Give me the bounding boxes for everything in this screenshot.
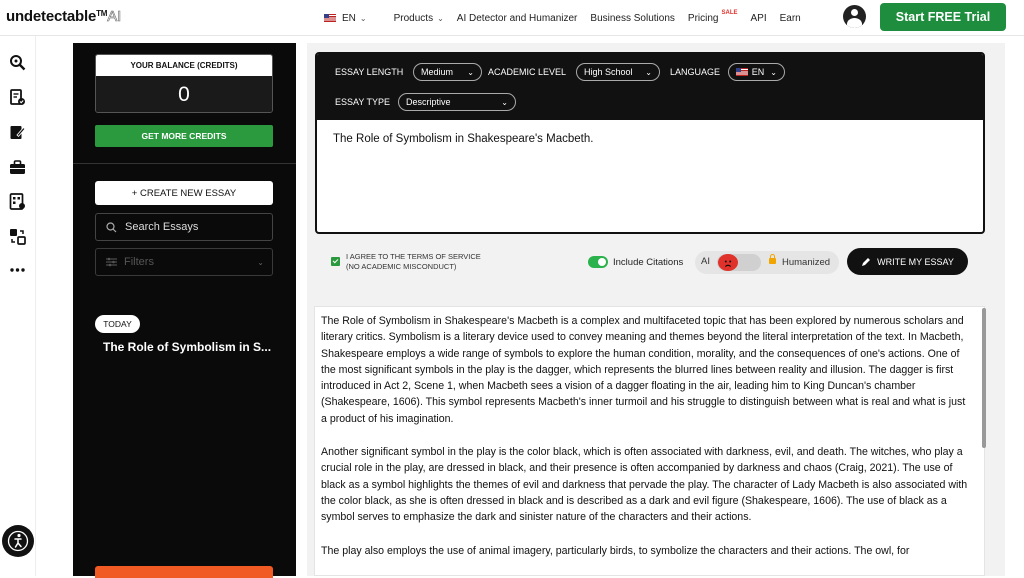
essay-list-item[interactable]: The Role of Symbolism in S... (103, 340, 272, 354)
nav-detector-label: AI Detector and Humanizer (456, 12, 578, 24)
output-scrollbar[interactable] (982, 308, 986, 448)
write-my-essay-label: WRITE MY ESSAY (877, 256, 954, 267)
language-select[interactable] (728, 63, 785, 81)
essay-topic-input[interactable]: The Role of Symbolism in Shakespeare's Macbeth. (333, 133, 594, 145)
essay-length-value: Medium (421, 67, 454, 77)
write-my-essay-button[interactable] (847, 248, 968, 275)
academic-level-select[interactable] (576, 63, 660, 81)
chevron-down-icon: ⌄ (645, 67, 652, 77)
filters-dropdown[interactable] (95, 248, 273, 276)
nav-products[interactable] (394, 13, 444, 24)
convert-icon[interactable] (8, 227, 26, 245)
lock-icon (769, 258, 776, 264)
balance-value: 0 (96, 76, 272, 113)
essay-length-select[interactable] (413, 63, 482, 81)
chevron-down-icon: ⌄ (467, 67, 474, 77)
terms-line-2: (NO ACADEMIC MISCONDUCT) (346, 262, 457, 271)
logo-text: undetectable (6, 8, 97, 25)
nav-business[interactable] (590, 13, 675, 24)
grid-document-icon[interactable] (8, 192, 26, 210)
document-check-icon[interactable] (8, 88, 26, 106)
language-label: EN (342, 12, 356, 24)
sidebar-divider (73, 163, 296, 164)
nav-business-label: Business Solutions (590, 12, 675, 24)
nav-earn-label: Earn (779, 12, 801, 24)
icon-rail (0, 36, 36, 576)
logo[interactable] (6, 8, 121, 25)
academic-level-label: ACADEMIC LEVEL (488, 67, 567, 77)
user-avatar-icon[interactable] (843, 5, 866, 28)
chevron-down-icon: ⌄ (770, 67, 777, 77)
essay-editor (315, 52, 985, 234)
date-group-badge: TODAY (95, 315, 140, 333)
essay-sidebar (73, 43, 296, 576)
mode-humanized-label: Humanized (782, 257, 831, 268)
terms-agreement-text (346, 252, 481, 272)
create-new-essay-button[interactable]: + CREATE NEW ESSAY (95, 181, 273, 205)
chevron-down-icon: ⌄ (437, 13, 444, 23)
pencil-icon (861, 257, 871, 267)
nav-api-label: API (750, 12, 767, 24)
ai-humanized-mode-switch[interactable] (695, 251, 839, 274)
essay-type-label: ESSAY TYPE (335, 97, 391, 107)
essay-controls (315, 240, 985, 284)
get-more-credits-button[interactable]: GET MORE CREDITS (95, 125, 273, 147)
essay-length-label: ESSAY LENGTH (335, 67, 404, 77)
essay-type-value: Descriptive (406, 97, 451, 107)
language-label: LANGUAGE (670, 67, 721, 77)
filters-label: Filters (124, 256, 154, 268)
sale-badge: SALE (721, 10, 738, 16)
orange-action-button[interactable] (95, 566, 273, 578)
sad-face-icon[interactable] (718, 254, 738, 271)
search-icon (106, 222, 117, 233)
chevron-down-icon: ⌄ (257, 257, 264, 267)
language-value: EN (751, 67, 765, 77)
citations-label: Include Citations (613, 257, 684, 268)
nav-detector[interactable] (457, 13, 578, 24)
more-icon[interactable] (8, 260, 26, 278)
essay-output[interactable] (314, 306, 985, 576)
essay-paragraph: Another significant symbol in the play is the color black, which is often associated with darkness, evil, and death. The witches, who play a crucial role in the play, are dressed in black, and their presence is often accompanied by darkness and chaos (Craig, 2021). The use of black as a symbol highlights the themes of evil and darkness that pervade the play. The character of Lady Macbeth is also associated with the color black, as she is often dressed in black and is described as a dark and evil figure (Shakespeare, 1606). The use of black as a symbol serves to emphasize the dark and sinister nature of the characters and their actions. (321, 446, 968, 524)
accessibility-icon[interactable] (2, 525, 34, 557)
nav-pricing-label: Pricing (687, 12, 719, 24)
language-selector[interactable] (324, 13, 367, 24)
academic-level-value: High School (584, 67, 633, 77)
search-detect-icon[interactable] (8, 53, 26, 71)
search-essays-input[interactable] (125, 221, 265, 233)
mode-ai-label: AI (701, 256, 710, 267)
us-flag-icon (324, 14, 336, 22)
nav-earn[interactable] (780, 13, 801, 24)
us-flag-icon (736, 68, 748, 76)
filter-icon (106, 257, 117, 267)
nav-menu (324, 0, 814, 36)
nav-products-label: Products (393, 12, 434, 24)
start-trial-button[interactable]: Start FREE Trial (880, 3, 1006, 31)
terms-line-1: I AGREE TO THE TERMS OF SERVICE (346, 252, 481, 261)
essay-options-bar (317, 54, 983, 120)
essay-type-select[interactable] (398, 93, 516, 111)
balance-label: YOUR BALANCE (CREDITS) (96, 55, 272, 76)
logo-trademark: TM (96, 9, 108, 18)
citations-toggle[interactable] (588, 256, 608, 268)
search-essays-field[interactable] (95, 213, 273, 241)
mode-slider-track[interactable] (717, 254, 761, 271)
nav-pricing[interactable] (687, 10, 738, 24)
edit-document-icon[interactable] (8, 123, 26, 141)
briefcase-icon[interactable] (8, 158, 26, 176)
balance-card (95, 54, 273, 113)
essay-paragraph: The play also employs the use of animal imagery, particularly birds, to symbolize the characters and their actions. The owl, for (321, 544, 910, 557)
essay-paragraph: The Role of Symbolism in Shakespeare's Macbeth is a complex and multifaceted topic that has been explored by numerous scholars and literary critics. Symbolism is a literary device used to convey meaning and themes beyond the literal interpretation of the text. In Macbeth, Shakespeare employs a wide range of symbols to explore the human condition, morality, and the consequences of one's actions. One of the most significant symbols in the play is the dagger, which represents the blurred lines between reality and illusion. The dagger is first introduced in Act 2, Scene 1, when Macbeth sees a vision of a dagger floating in the air, leading him to King Duncan's chamber (Shakespeare, 1606). This symbol represents Macbeth's inner turmoil and his struggle to distinguish between what is real and what is just a product of his imagination. (321, 315, 966, 425)
terms-checkbox[interactable] (331, 257, 340, 266)
top-navigation (0, 0, 1024, 36)
chevron-down-icon: ⌄ (501, 97, 508, 107)
nav-api[interactable] (751, 13, 767, 24)
logo-ai: AI (107, 8, 122, 25)
chevron-down-icon: ⌄ (359, 13, 367, 23)
